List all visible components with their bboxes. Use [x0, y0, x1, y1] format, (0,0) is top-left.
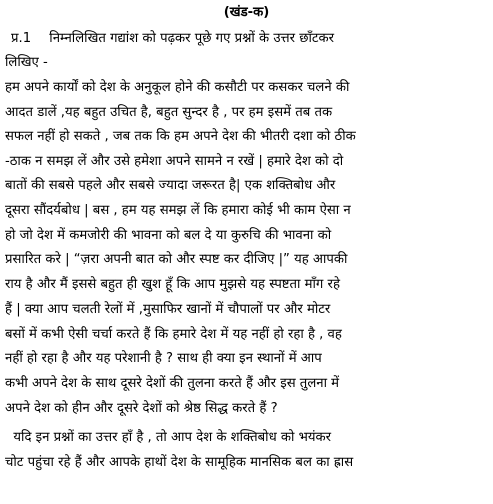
passage-line: आदत डालें ,यह बहुत उचित है, बहुत सुन्दर है , पर हम इसमें तब तक [5, 105, 333, 120]
passage-line: यदि इन प्रश्नों का उत्तर हाँ है , तो आप देश के शक्तिबोध को भयंकर [5, 430, 332, 445]
question-line [5, 30, 488, 47]
passage-line: हम अपने कार्यों को देश के अनुकूल होने की कसौटी पर कसकर चलने की [5, 80, 350, 95]
passage-line: हो जो देश में कमजोरी की भावना को बल दे या कुरुचि की भावना को [5, 228, 332, 243]
passage-line: दूसरा सौंदर्यबोध | बस , हम यह समझ लें कि हमारा कोई भी काम ऐसा न [5, 203, 351, 218]
passage-line: बातों की सबसे पहले और सबसे ज्यादा जरूरत है| एक शक्तिबोध और [5, 178, 336, 193]
question-text-continued: लिखिए - [5, 55, 48, 70]
passage-line: नहीं हो रहा है और यह परेशानी है ? साथ ही क्या इन स्थानों में आप [5, 351, 322, 366]
passage-line: अपने देश को हीन और दूसरे देशों को श्रेष्ठ सिद्ध करते हैं ? [5, 401, 278, 416]
passage-line: हैं | क्या आप चलती रेलों में ,मुसाफिर खानों में चौपालों पर और मोटर [5, 302, 331, 317]
passage-line: चोट पहुंचा रहे हैं और आपके हाथों देश के सामूहिक मानसिक बल का ह्रास [5, 455, 354, 470]
passage-line: बसों में कभी ऐसी चर्चा करते हैं कि हमारे देश में यह नहीं हो रहा है , वह [5, 327, 342, 342]
question-number: प्र.1 [11, 31, 32, 46]
question-text: निम्नलिखित गद्यांश को पढ़कर पूछे गए प्रश्नों के उत्तर छाँटकर [49, 31, 335, 46]
passage-line: प्रसारित करे | “ज़रा अपनी बात को और स्पष्ट कर दीजिए |” यह आपकी [5, 252, 348, 267]
passage-line: सफल नहीं हो सकते , जब तक कि हम अपने देश की भीतरी दशा को ठीक [5, 129, 356, 144]
passage-line: कभी अपने देश के साथ दूसरे देशों की तुलना करते हैं और इस तुलना में [5, 376, 340, 391]
section-heading: (खंड-क) [223, 5, 270, 20]
passage-line: राय है और मैं इससे बहुत ही खुश हूँ कि आप मुझसे यह स्पष्टता माँग रहे [5, 277, 340, 292]
passage-line: -ठाक न समझ लें और उसे हमेशा अपने सामने न रखें | हमारे देश को दो [5, 154, 344, 169]
